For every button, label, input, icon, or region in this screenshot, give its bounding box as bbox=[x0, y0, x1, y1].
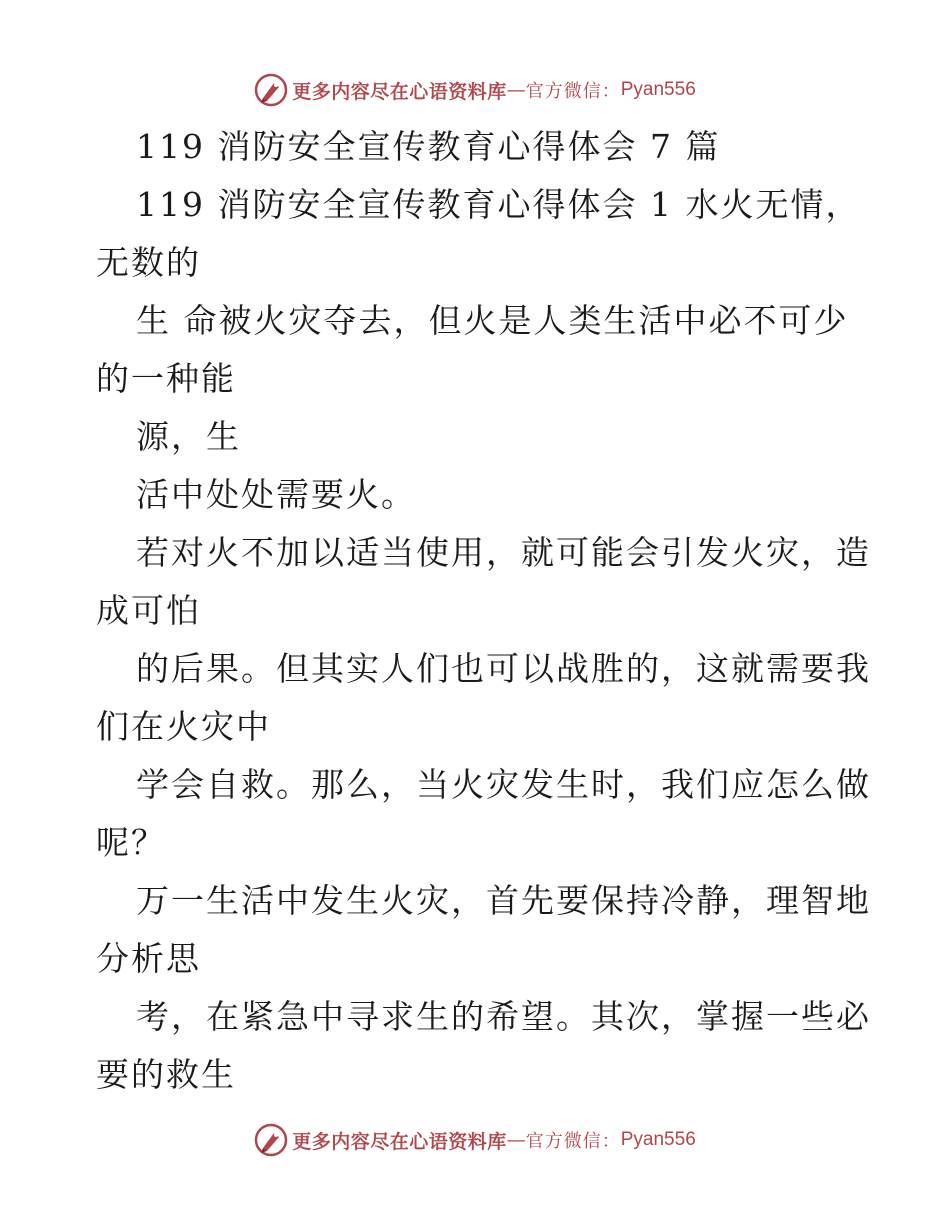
text-line: 万一生活中发生火灾，首先要保持冷静，理智地 bbox=[136, 881, 871, 920]
text-line: 呢？ bbox=[96, 823, 166, 862]
banner-wechat-id: Pyan556 bbox=[620, 1129, 696, 1150]
banner-brand: 更多内容尽在心语资料库 bbox=[292, 1130, 507, 1153]
text-line: 无数的 bbox=[96, 243, 201, 282]
banner-dash: — bbox=[506, 79, 526, 101]
text-line: 分析思 bbox=[96, 939, 201, 978]
banner-wechat-id: Pyan556 bbox=[620, 79, 696, 100]
banner-dash: — bbox=[506, 1129, 526, 1151]
footer-banner bbox=[0, 1120, 950, 1160]
text-line: 的一种能 bbox=[96, 359, 236, 398]
text-line: 生 命被火灾夺去，但火是人类生活中必不可少 bbox=[136, 301, 849, 340]
pen-logo-icon bbox=[254, 73, 288, 107]
text-line: 若对火不加以适当使用，就可能会引发火灾，造 bbox=[136, 533, 871, 572]
text-line: 119 消防安全宣传教育心得体会 1 水火无情， bbox=[136, 185, 861, 224]
text-line: 的后果。但其实人们也可以战胜的，这就需要我 bbox=[136, 649, 871, 688]
banner-contact-label: 官方微信： bbox=[525, 81, 621, 102]
doc-title: 119 消防安全宣传教育心得体会 7 篇 bbox=[136, 127, 721, 166]
pen-logo-icon bbox=[254, 1123, 288, 1157]
banner-brand: 更多内容尽在心语资料库 bbox=[292, 80, 507, 103]
header-banner bbox=[0, 70, 950, 110]
text-line: 成可怕 bbox=[96, 591, 201, 630]
banner-contact-label: 官方微信： bbox=[525, 1131, 621, 1152]
document-body bbox=[96, 118, 871, 1104]
text-line: 源，生 bbox=[136, 417, 241, 456]
text-line: 考，在紧急中寻求生的希望。其次，掌握一些必 bbox=[136, 997, 871, 1036]
text-line: 们在火灾中 bbox=[96, 707, 271, 746]
text-line: 要的救生 bbox=[96, 1055, 236, 1094]
text-line: 学会自救。那么，当火灾发生时，我们应怎么做 bbox=[136, 765, 871, 804]
text-line: 活中处处需要火。 bbox=[136, 475, 416, 514]
